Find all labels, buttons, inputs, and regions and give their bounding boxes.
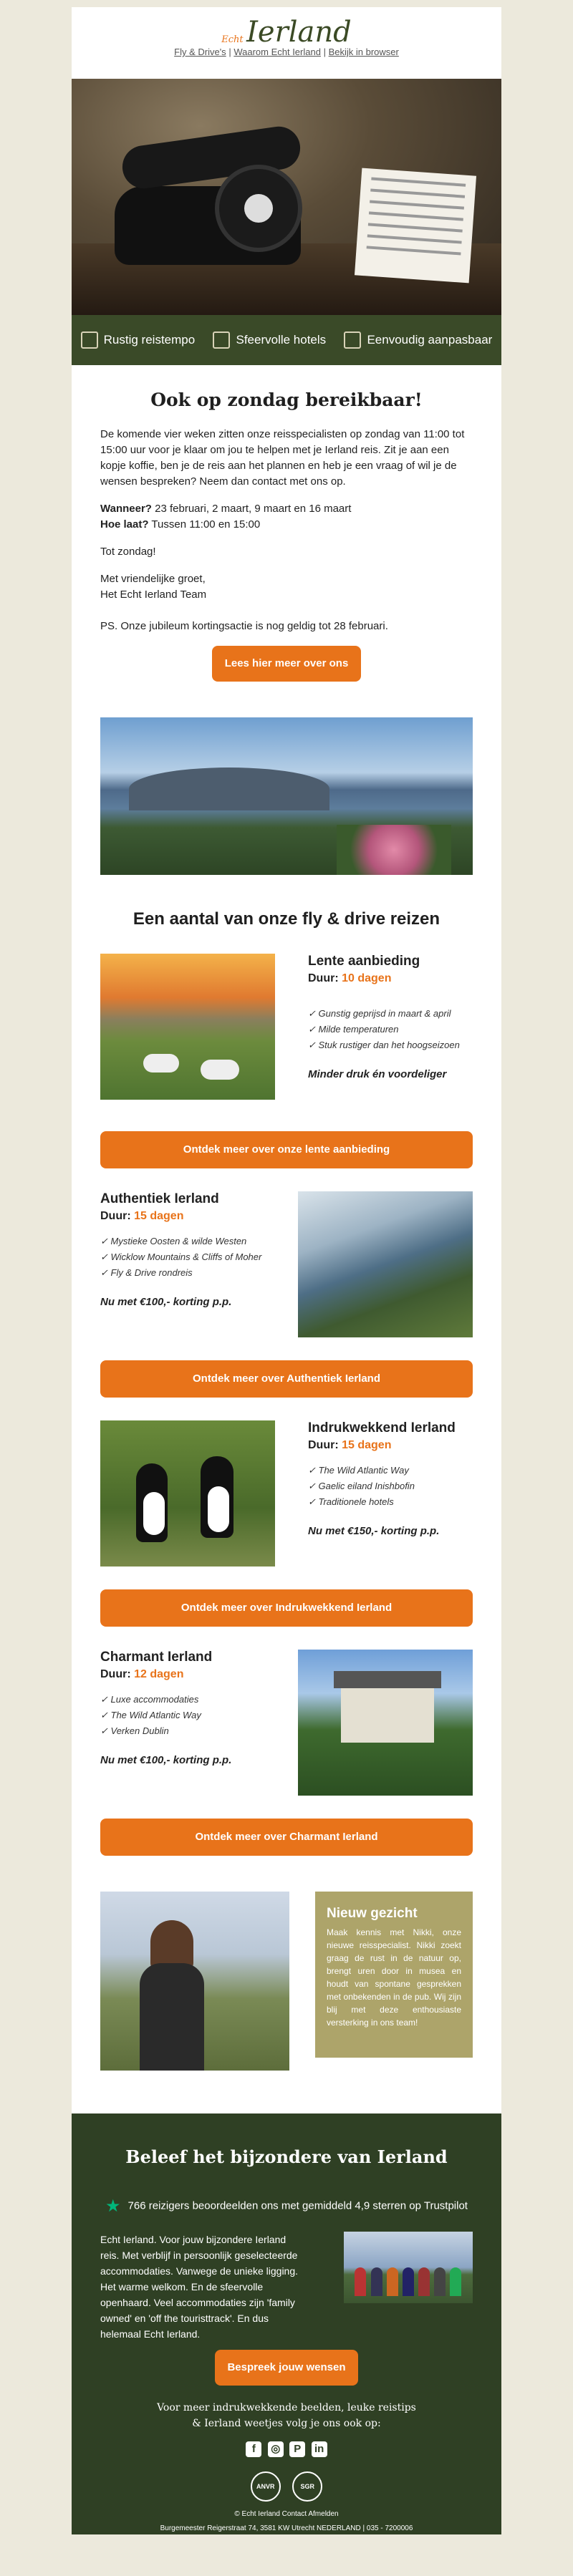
top-links xyxy=(72,47,501,57)
trip-title: Authentiek Ierland xyxy=(100,1191,219,1206)
trip-image-manor[interactable] xyxy=(298,1650,473,1796)
sgr-badge-icon: SGR xyxy=(292,2471,322,2502)
trip-duration: Duur: 15 dagen xyxy=(308,1439,392,1451)
usp-bar xyxy=(72,315,501,365)
check-item: ✓ Fly & Drive rondreis xyxy=(100,1267,193,1278)
link-separator: | xyxy=(323,47,326,57)
contact-button[interactable]: Bespreek jouw wensen xyxy=(215,2350,358,2386)
trips-title: Een aantal van onze fly & drive reizen xyxy=(133,909,440,929)
pinterest-icon[interactable]: P xyxy=(289,2441,305,2457)
trip-duration: Duur: 15 dagen xyxy=(100,1210,184,1222)
trustpilot-star-icon: ★ xyxy=(105,2197,121,2216)
trip-duration: Duur: 12 dagen xyxy=(100,1668,184,1680)
link-browser[interactable]: Bekijk in browser xyxy=(328,47,399,57)
intro-section xyxy=(72,365,501,705)
follow-text: Voor meer indrukwekkende beelden, leuke reistips & Ierland weetjes volg je ons ook op: xyxy=(157,2402,416,2429)
logo[interactable] xyxy=(72,16,501,49)
nikki-title: Nieuw gezicht xyxy=(327,1906,418,1921)
intro-ps: PS. Onze jubileum kortingsactie is nog geldig tot 28 februari. xyxy=(100,620,388,632)
nikki-photo[interactable] xyxy=(100,1892,289,2071)
header xyxy=(72,7,501,79)
usp-item: Rustig reistempo xyxy=(81,331,196,349)
usp-item: Sfeervolle hotels xyxy=(213,331,326,349)
trip-card xyxy=(100,954,473,1114)
trip-title: Indrukwekkend Ierland xyxy=(308,1420,456,1435)
trip-button-authentiek[interactable]: Ontdek meer over Authentiek Ierland xyxy=(100,1360,473,1398)
building-icon xyxy=(213,331,230,349)
certification-badges xyxy=(72,2471,501,2502)
trip-button-charmant[interactable]: Ontdek meer over Charmant Ierland xyxy=(100,1819,473,1856)
logo-big: Ierland xyxy=(246,16,352,49)
landscape-image[interactable] xyxy=(100,717,473,875)
check-item: ✓ Luxe accommodaties xyxy=(100,1694,199,1705)
instagram-icon[interactable]: ◎ xyxy=(268,2441,284,2457)
footer-title: Beleef het bijzondere van Ierland xyxy=(125,2146,448,2167)
nikki-text: Maak kennis met Nikki, onze nieuwe reisspecialist. Nikki zoekt graag de rust in de natuur op, brengt uren door in musea en houdt van spontane gesprekken met onbekenden in de pub. Wij zijn blij met deze enthousiaste versterking in ons team! xyxy=(327,1927,461,2028)
check-item: ✓ Verken Dublin xyxy=(100,1725,169,1736)
trustpilot-rating[interactable]: ★ 766 reizigers beoordeelden ons met gemiddeld 4,9 sterren op Trustpilot xyxy=(105,2197,468,2216)
trip-image-cliffs[interactable] xyxy=(298,1191,473,1337)
trip-image-sheep[interactable] xyxy=(100,954,275,1100)
trip-title: Lente aanbieding xyxy=(308,954,420,969)
trip-button-indrukwekkend[interactable]: Ontdek meer over Indrukwekkend Ierland xyxy=(100,1589,473,1627)
trip-promo: Nu met €150,- korting p.p. xyxy=(308,1525,440,1537)
trip-promo: Minder druk én voordeliger xyxy=(308,1068,447,1080)
trip-image-puffins[interactable] xyxy=(100,1420,275,1567)
trip-title: Charmant Ierland xyxy=(100,1650,213,1665)
check-item: ✓ Gunstig geprijsd in maart & april xyxy=(308,1008,451,1019)
anvr-badge-icon: ANVR xyxy=(251,2471,281,2502)
intro-closing: Tot zondag! xyxy=(100,546,156,558)
check-item: ✓ Mystieke Oosten & wilde Westen xyxy=(100,1236,247,1246)
check-item: ✓ Milde temperaturen xyxy=(308,1024,399,1035)
new-colleague-section xyxy=(100,1892,473,2071)
trip-card xyxy=(100,1420,473,1567)
footer-text: Echt Ierland. Voor jouw bijzondere Ierland reis. Met verblijf in persoonlijk geselecteerde accommodaties. Vanwege de unieke ligging. Het warme welkom. En de sfeervolle openhaard. Veel accommodaties zijn 'family owned' en 'off the touristtrack'. En dus helemaal Echt Ierland. xyxy=(100,2234,299,2340)
intro-title: Ook op zondag bereikbaar! xyxy=(150,389,423,410)
check-item: ✓ Gaelic eiland Inishbofin xyxy=(308,1481,415,1491)
group-photo[interactable] xyxy=(344,2232,473,2303)
jubileum-button[interactable]: Lees hier meer over ons jubileum xyxy=(212,646,361,682)
intro-when: Wanneer? 23 februari, 2 maart, 9 maart en 16 maart Hoe laat? Tussen 11:00 en 15:00 xyxy=(100,503,352,531)
intro-signature: Met vriendelijke groet, Het Echt Ierland Team xyxy=(100,573,207,601)
map-icon xyxy=(81,331,98,349)
email-container xyxy=(72,7,501,2534)
footer xyxy=(72,2113,501,2534)
trip-promo: Nu met €100,- korting p.p. xyxy=(100,1296,232,1308)
logo-small: Echt xyxy=(221,34,244,45)
trip-button-lente[interactable]: Ontdek meer over onze lente aanbieding xyxy=(100,1131,473,1168)
check-item: ✓ The Wild Atlantic Way xyxy=(100,1710,201,1720)
hero-image-telephone[interactable] xyxy=(72,79,501,315)
trip-card xyxy=(100,1650,473,1796)
intro-paragraph: De komende vier weken zitten onze reisspecialisten op zondag van 11:00 tot 15:00 uur voor je klaar om jou te helpen met je Ierland reis. Zit je aan een kopje koffie, ben je de reis aan het plannen en heb je een vraag of wil je de wensen bespreken? Neem dan contact met ons op. xyxy=(100,428,465,488)
check-item: ✓ Stuk rustiger dan het hoogseizoen xyxy=(308,1040,460,1050)
check-item: ✓ Wicklow Mountains & Cliffs of Moher xyxy=(100,1251,262,1262)
facebook-icon[interactable]: f xyxy=(246,2441,261,2457)
link-fly-drive[interactable]: Fly & Drive's xyxy=(174,47,226,57)
check-item: ✓ Traditionele hotels xyxy=(308,1496,394,1507)
trip-duration: Duur: 10 dagen xyxy=(308,972,392,984)
social-links xyxy=(72,2441,501,2457)
usp-item: Eenvoudig aanpasbaar xyxy=(344,331,492,349)
nikki-box xyxy=(315,1892,473,2058)
trip-card xyxy=(100,1191,473,1337)
trip-promo: Nu met €100,- korting p.p. xyxy=(100,1754,232,1766)
footer-address: © Echt Ierland Contact Afmelden Burgemeester Reigerstraat 74, 3581 KW Utrecht NEDERLAND | 035 - 7200006 xyxy=(160,2510,413,2532)
calendar-icon xyxy=(344,331,361,349)
link-waarom[interactable]: Waarom Echt Ierland xyxy=(233,47,321,57)
check-item: ✓ The Wild Atlantic Way xyxy=(308,1465,409,1476)
linkedin-icon[interactable]: in xyxy=(312,2441,327,2457)
link-separator: | xyxy=(228,47,231,57)
